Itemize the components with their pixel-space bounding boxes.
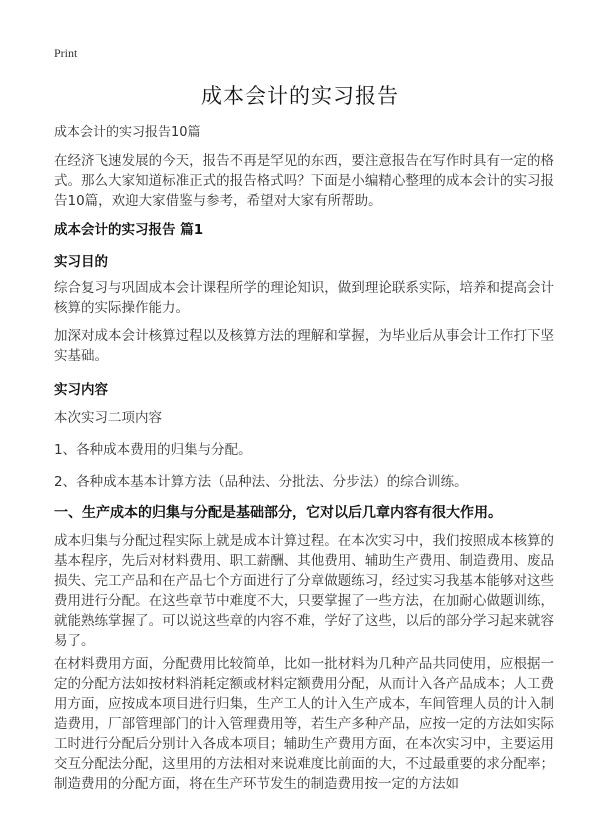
purpose-heading: 实习目的 <box>54 254 108 270</box>
content-heading: 实习内容 <box>54 382 108 398</box>
purpose-paragraph-1 <box>54 278 554 318</box>
part1-text-2: 在材料费用方面，分配费用比较简单，比如一批材料为几种产品共同使用，应根据一定的分配方法如按材料消耗定额或材料定额费用分配，从而计入各产品成本；人工费用方面，应按成本项目进行归集，生产工人的计入生产成本，车间管理人员的计入制造费用，厂部管理部门的计入管理费用等，若生产多种产品，应按一定的方法如实际工时进行分配后分别计入各成本项目；辅助生产费用方面，在本次实习中，主要运用交互分配法分配，这里用的方法相对来说难度比前面的大，不过最重要的求分配率；制造费用的分配方面，将在生产环节发生的制造费用按一定的方法如 <box>54 656 554 792</box>
page-subtitle: 成本会计的实习报告10篇 <box>54 125 201 140</box>
purpose-paragraph-2 <box>54 326 554 366</box>
part1-paragraph-1 <box>54 531 554 651</box>
content-item-1: 1、各种成本费用的归集与分配。 <box>54 442 252 458</box>
print-link[interactable]: Print <box>54 46 78 60</box>
purpose-text-2: 加深对成本会计核算过程以及核算方法的理解和掌握，为毕业后从事会计工作打下坚实基础。 <box>54 328 554 364</box>
intro-paragraph <box>54 151 554 211</box>
content-item-2: 2、各种成本基本计算方法（品种法、分批法、分步法）的综合训练。 <box>54 474 468 490</box>
part1-paragraph-2 <box>54 654 554 826</box>
intro-text: 在经济飞速发展的今天，报告不再是罕见的东西，要注意报告在写作时具有一定的格式。那么大家知道标准正式的报告格式吗？下面是小编精心整理的成本会计的实习报告10篇，欢迎大家借鉴与参考，希望对大家有所帮助。 <box>54 153 554 209</box>
page-title: 成本会计的实习报告 <box>201 84 399 108</box>
purpose-text-1: 综合复习与巩固成本会计课程所学的理论知识，做到理论联系实际，培养和提高会计核算的实际操作能力。 <box>54 280 554 316</box>
content-intro: 本次实习二项内容 <box>54 410 162 426</box>
part1-text-1: 成本归集与分配过程实际上就是成本计算过程。在本次实习中，我们按照成本核算的基本程序，先后对材料费用、职工薪酬、其他费用、辅助生产费用、制造费用、废品损失、完工产品和在产品七个方面进行了分章做题练习，经过实习我基本能够对这些费用进行分配。在这些章节中难度不大，只要掌握了一些方法，在加耐心做题训练，就能熟练掌握了。可以说这些章的内容不难，学好了这些，以后的部分学习起来就容易了。 <box>54 533 554 649</box>
section-heading: 成本会计的实习报告 篇1 <box>54 222 204 238</box>
part1-heading: 一、生产成本的归集与分配是基础部分，它对以后几章内容有很大作用。 <box>54 505 502 521</box>
